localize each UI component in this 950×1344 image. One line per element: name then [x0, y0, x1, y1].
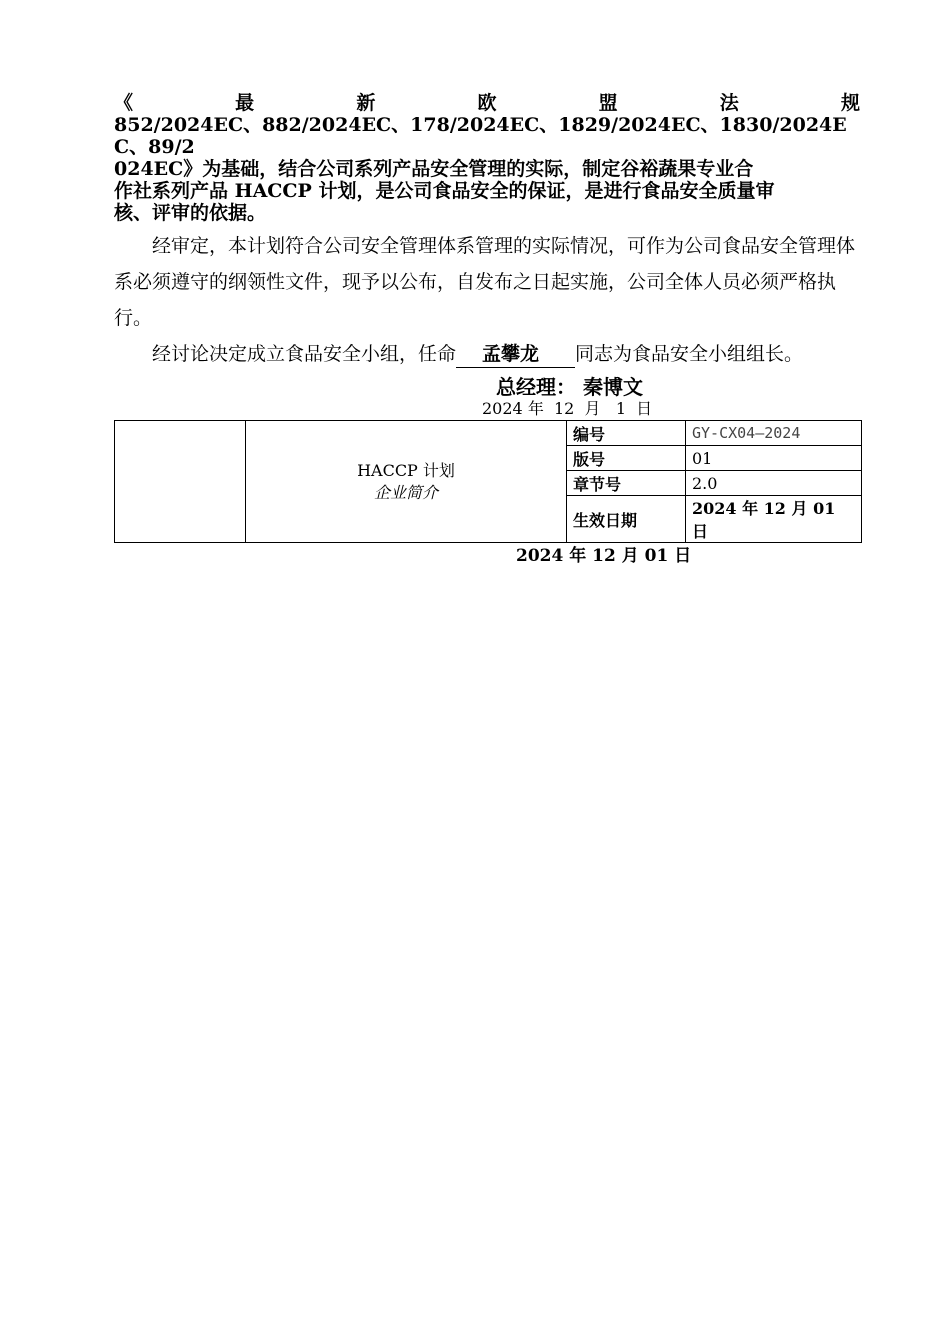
heading-char: 《	[114, 92, 134, 114]
team-prefix: 经讨论决定成立食品安全小组，任命	[152, 343, 457, 365]
regulation-line: 核、评审的依据。	[114, 202, 267, 224]
team-paragraph	[114, 336, 860, 372]
plan-subtitle: 企业简介	[373, 482, 438, 502]
plan-title: HACCP 计划	[357, 460, 455, 480]
team-suffix: 同志为食品安全小组组长。	[575, 343, 804, 365]
heading-char: 欧	[477, 92, 497, 114]
logo-cell	[115, 421, 246, 543]
field-value: 2024 年 12 月 01 日	[686, 496, 862, 543]
heading-char: 盟	[598, 92, 618, 114]
title-cell	[246, 421, 567, 543]
field-label: 章节号	[567, 471, 686, 496]
footer-date: 2024 年 12 月 01 日	[516, 546, 692, 566]
date-year: 2024	[482, 399, 523, 418]
regulation-line: 852/2024EC、882/2024EC、178/2024EC、1829/2024EC、1830/2024EC、89/2	[114, 114, 847, 158]
team-leader-name: 孟攀龙	[456, 341, 575, 368]
regulation-line: 024EC》为基础，结合公司系列产品安全管理的实际，制定谷裕蔬果专业合	[114, 158, 754, 180]
signature-line: 总经理： 秦博文	[496, 375, 643, 399]
heading-char: 最	[235, 92, 255, 114]
date-year-unit: 年	[527, 399, 544, 418]
document-header-table	[114, 420, 862, 543]
field-value: 01	[686, 446, 862, 471]
date-month: 12	[554, 399, 575, 418]
field-label: 生效日期	[567, 496, 686, 543]
field-value: GY-CX04—2024	[686, 421, 862, 446]
heading-char: 新	[356, 92, 376, 114]
field-label: 编号	[567, 421, 686, 446]
document-page	[114, 92, 860, 569]
field-label: 版号	[567, 446, 686, 471]
regulation-heading-line	[114, 92, 860, 114]
heading-char: 法	[719, 92, 739, 114]
date-day: 1	[615, 399, 626, 418]
date-day-unit: 日	[636, 399, 653, 418]
date-month-unit: 月	[584, 399, 601, 418]
field-value: 2.0	[686, 471, 862, 496]
regulation-line: 作社系列产品 HACCP 计划，是公司食品安全的保证，是进行食品安全质量审	[114, 180, 775, 202]
heading-char: 规	[840, 92, 860, 114]
issue-date	[114, 400, 860, 418]
approval-paragraph: 经审定，本计划符合公司安全管理体系管理的实际情况，可作为公司食品安全管理体系必须遵守的纲领性文件，现予以公布，自发布之日起实施，公司全体人员必须严格执行。	[114, 235, 856, 329]
